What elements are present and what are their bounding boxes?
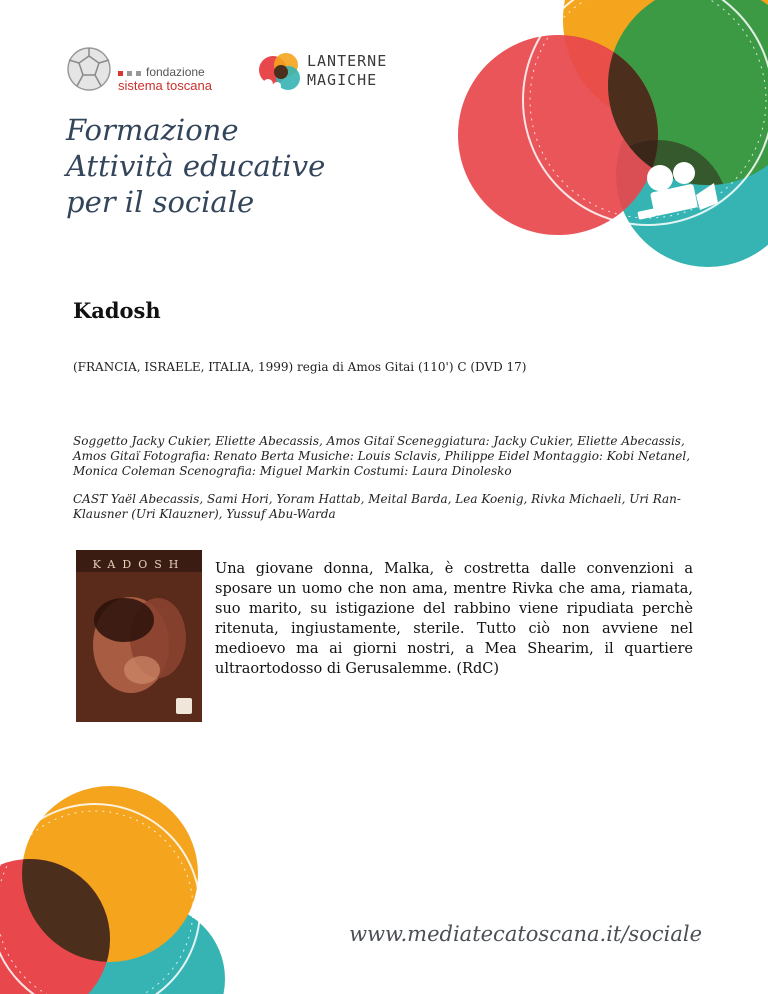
section-title xyxy=(66,112,406,220)
section-title-line3: per il sociale xyxy=(66,185,255,219)
poster-image xyxy=(76,550,202,722)
section-title-line1: Formazione xyxy=(66,113,239,147)
geodesic-ball-icon xyxy=(66,46,112,92)
lanterne-magiche-mark-icon xyxy=(255,50,305,96)
fst-logo-line1: fondazione xyxy=(146,65,205,79)
film-title: Kadosh xyxy=(73,298,161,323)
fst-logo-line2: sistema toscana xyxy=(118,78,212,94)
lanterne-magiche-logo xyxy=(255,48,395,98)
film-synopsis: Una giovane donna, Malka, è costretta dalle convenzioni a sposare un uomo che non ama, mentre Rivka che ama, riamata, suo marito, su istigazione del rabbino viene ripudiata perchè ritenuta, ingiustamente, sterile. Tutto ciò non avviene nel medioevo ma ai giorni nostri, a Mea Shearim, il quartiere ultraortodosso di Gerusalemme. (RdC) xyxy=(215,561,693,677)
film-meta: (FRANCIA, ISRAELE, ITALIA, 1999) regia di Amos Gitai (110') C (DVD 17) xyxy=(73,360,527,374)
section-title-line2: Attività educative xyxy=(66,149,326,183)
lm-logo-line1: LANTERNE xyxy=(307,52,388,70)
film-cast: CAST Yaël Abecassis, Sami Hori, Yoram Hattab, Meital Barda, Lea Koenig, Rivka Michaeli, Uri Ran-Klausner (Uri Klauzner), Yussuf Abu-Warda xyxy=(73,492,681,521)
footer-url[interactable]: www.mediatecatoscana.it/sociale xyxy=(349,922,702,946)
film-poster xyxy=(76,550,202,722)
decorative-circles-top xyxy=(438,0,768,280)
poster-title: KADOSH xyxy=(92,558,186,571)
film-credits: Soggetto Jacky Cukier, Eliette Abecassis, Amos Gitaï Sceneggiatura: Jacky Cukier, Eliette Abecassis, Amos Gitaï Fotografia: Renato Berta Musiche: Louis Sclavis, Philippe Eidel Montaggio: Kobi Netanel, Monica Coleman Scenografia: Miguel Markin Costumi: Laura Dinolesko xyxy=(73,434,691,478)
decorative-circles-bottom xyxy=(0,779,240,994)
fondazione-sistema-toscana-logo xyxy=(66,46,226,96)
lm-logo-line2: MAGICHE xyxy=(307,71,378,89)
